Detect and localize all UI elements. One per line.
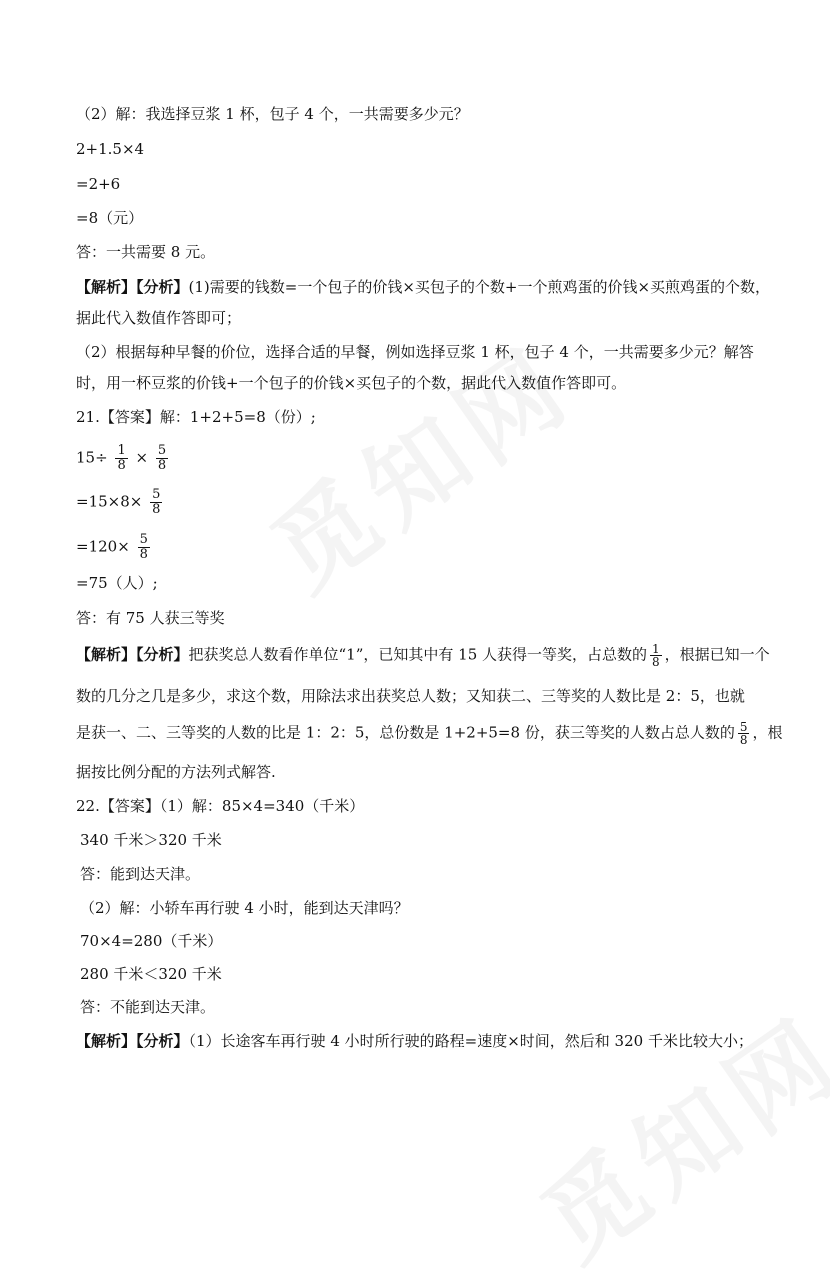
text-span: 15÷ [76, 448, 108, 467]
analysis-tag: 【解析】【分析】 [76, 278, 189, 296]
text-line: 数的几分之几是多少，求这个数，用除法求出获奖总人数；又知获二、三等奖的人数比是 2：5，也就 [76, 687, 745, 705]
text-line: （2）解：小轿车再行驶 4 小时，能到达天津吗？ [80, 899, 409, 917]
fraction: $\frac{1}{8}$ [652, 642, 660, 669]
analysis-line [76, 1031, 753, 1051]
equation-line [76, 533, 153, 562]
fraction: $\frac{5}{8}$ [739, 720, 748, 747]
text-line: 时，用一杯豆浆的价钱+一个包子的价钱×买包子的个数，据此代入数值作答即可。 [76, 374, 627, 392]
text-line: =8（元） [76, 209, 144, 227]
analysis-tag: 【解析】【分析】 [76, 645, 189, 664]
equation-line [76, 444, 171, 473]
equation-line [76, 488, 165, 517]
text-span: （1）长途客车再行驶 4 小时所行驶的路程=速度×时间，然后和 320 千米比较大小； [188, 1032, 753, 1050]
answer-21-header: 21.【答案】解：1+2+5=8（份）; [76, 408, 316, 426]
text-span: ，根据已知一个 [664, 645, 770, 664]
text-span: × [135, 448, 149, 467]
text-span: 是获一、二、三等奖的人数的比是 1：2：5，总份数是 1+2+5=8 份，获三等奖的人数占总人数的 [76, 723, 735, 742]
text-line: =75（人）; [76, 574, 158, 592]
text-line: 答：能到达天津。 [80, 865, 201, 883]
text-span: =120× [76, 537, 130, 556]
text-line: （2）根据每种早餐的价位，选择合适的早餐，例如选择豆浆 1 杯，包子 4 个，一共需要多少元？解答 [76, 343, 754, 361]
text-line: 据按比例分配的方法列式解答. [76, 763, 276, 781]
text-line: 答：不能到达天津。 [80, 998, 216, 1016]
fraction: $\frac{5}{8}$ [152, 487, 161, 517]
fraction: $\frac{1}{8}$ [117, 443, 126, 473]
analysis-line [76, 277, 770, 297]
text-span: =15×8× [76, 492, 143, 511]
text-line: 答：一共需要 8 元。 [76, 243, 216, 261]
analysis-line [76, 721, 782, 746]
text-line: （2）解：我选择豆浆 1 杯，包子 4 个，一共需要多少元？ [76, 105, 469, 123]
text-line: 答：有 75 人获三等奖 [76, 609, 225, 627]
analysis-line [76, 643, 770, 668]
answer-22-header: 22.【答案】（1）解：85×4=340（千米） [76, 797, 365, 815]
text-line: 280 千米＜320 千米 [80, 965, 222, 983]
text-line: 据此代入数值作答即可； [76, 309, 242, 327]
watermark [509, 977, 830, 1287]
text-span: (1)需要的钱数=一个包子的价钱×买包子的个数+一个煎鸡蛋的价钱×买煎鸡蛋的个数， [188, 278, 771, 296]
text-span: 把获奖总人数看作单位“1”，已知其中有 15 人获得一等奖，占总数的 [188, 645, 648, 664]
text-line: 2+1.5×4 [76, 140, 145, 158]
text-line: 340 千米＞320 千米 [80, 831, 222, 849]
fraction: $\frac{5}{8}$ [157, 443, 167, 473]
text-span: ，根 [752, 723, 783, 742]
text-line: 70×4=280（千米） [80, 932, 223, 950]
analysis-tag: 【解析】【分析】 [76, 1032, 189, 1050]
fraction: $\frac{5}{8}$ [139, 532, 148, 562]
text-line: =2+6 [76, 175, 121, 193]
